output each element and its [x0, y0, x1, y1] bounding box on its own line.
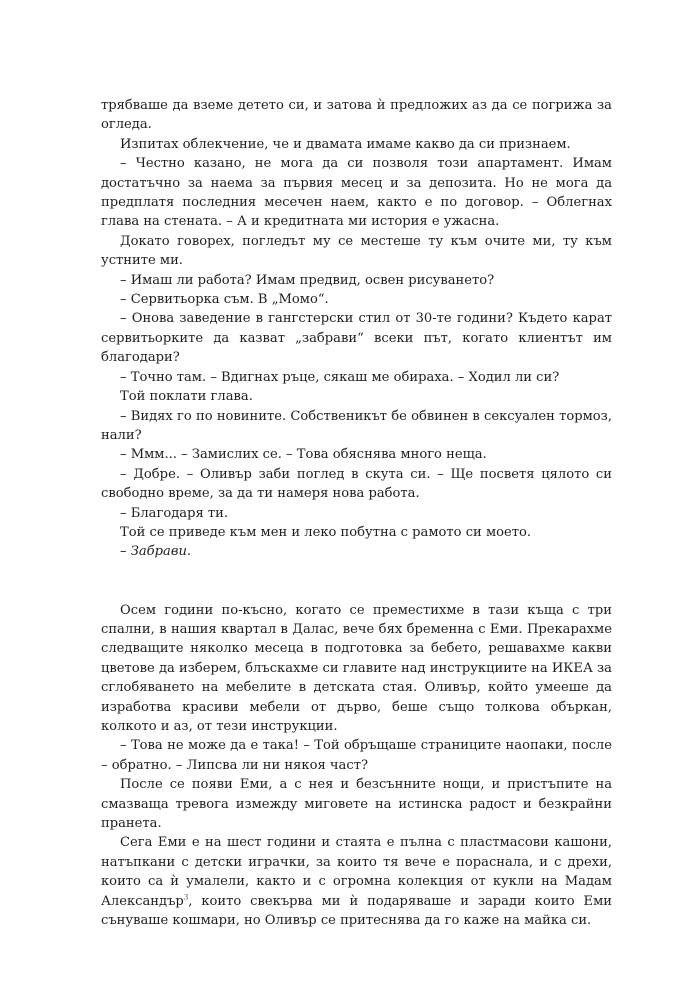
paragraph: После се появи Еми, а с нея и безсънните нощи, и пристъпите на смазваща тревога измежду миговете на истинска радост и безкрайни пранета. — [101, 777, 612, 832]
paragraph: – Онова заведение в гангстерски стил от 30-те години? Където карат сервитьорките да казват „забрави“ всеки път, когато клиентът им благодари? — [101, 311, 612, 366]
paragraph: – Сервитьорка съм. В „Момо“. — [120, 292, 329, 308]
paragraph: Той се приведе към мен и леко побутна с рамото си моето. — [120, 524, 532, 540]
paragraph-text: Сега Еми е на шест години и стаята е пълна с пластмасови кашони, натъпкани с детски играчки, за които тя вече е пораснала, и с дрехи, които са ѝ умалели, както и с огромна колекция от кукли на Мадам Александър — [101, 835, 612, 909]
paragraph: – Благодаря ти. — [120, 505, 229, 521]
paragraph: – Видях го по новините. Собственикът бе обвинен в сексуален тормоз, нали? — [101, 408, 612, 443]
paragraph: Той поклати глава. — [120, 389, 253, 405]
section-before-break — [101, 96, 612, 562]
paragraph: Докато говорех, погледът му се местеше ту към очите ми, ту към устните ми. — [101, 233, 612, 269]
paragraph: – Имаш ли работа? Имам предвид, освен рисуването? — [120, 272, 495, 288]
paragraph-text-continued: , които свекърва ми ѝ подаряваше и заради които Еми сънуваше кошмари, но Оливър се притеснява да го каже на майка си. — [101, 893, 612, 929]
paragraph: трябваше да вземе детето си, и затова ѝ предложих аз да се погрижа за огледа. — [101, 98, 612, 133]
paragraph: – Добре. – Оливър заби поглед в скута си. – Ще посветя цялото си свободно време, за да ти намеря нова работа. — [101, 466, 612, 502]
paragraph-last — [101, 833, 612, 930]
section-after-break — [101, 601, 612, 834]
paragraph: – Това не може да е така! – Той обръщаше страниците наопаки, после – обратно. – Липсва ли ни някоя част? — [101, 738, 612, 773]
paragraph: Осем години по-късно, когато се преместихме в тази къща с три спални, в нашия квартал в Далас, вече бях бременна с Еми. Прекарахме следващите няколко месеца в подготовка за бебето, решавахме какви цветове да изберем, блъскахме си главите над инструкциите на ИКЕА за сглобяването на мебелите в детската стая. Оливър, който умееше да изработва красиви мебели от дърво, беше също толкова объркан, колкото и аз, от тези инструкции. — [101, 602, 612, 734]
book-page — [101, 96, 612, 930]
paragraph: – Ммм... – Замислих се. – Това обяснява много неща. — [120, 447, 487, 463]
paragraph: – Честно казано, не мога да си позволя този апартамент. Имам достатъчно за наема за първия месец и за депозита. Но не мога да предплатя последния месечен наем, както е по договор. – Облегнах глава на стената. – А и кредитната ми история е ужасна. — [101, 156, 612, 230]
paragraph: – Точно там. – Вдигнах ръце, сякаш ме обираха. – Ходил ли си? — [120, 369, 560, 385]
paragraph: Изпитах облекчение, че и двамата имаме какво да си признаем. — [120, 136, 571, 152]
footnote-mark: 3 — [183, 893, 189, 902]
paragraph: – Забрави. — [120, 544, 192, 560]
section-break — [101, 562, 612, 601]
